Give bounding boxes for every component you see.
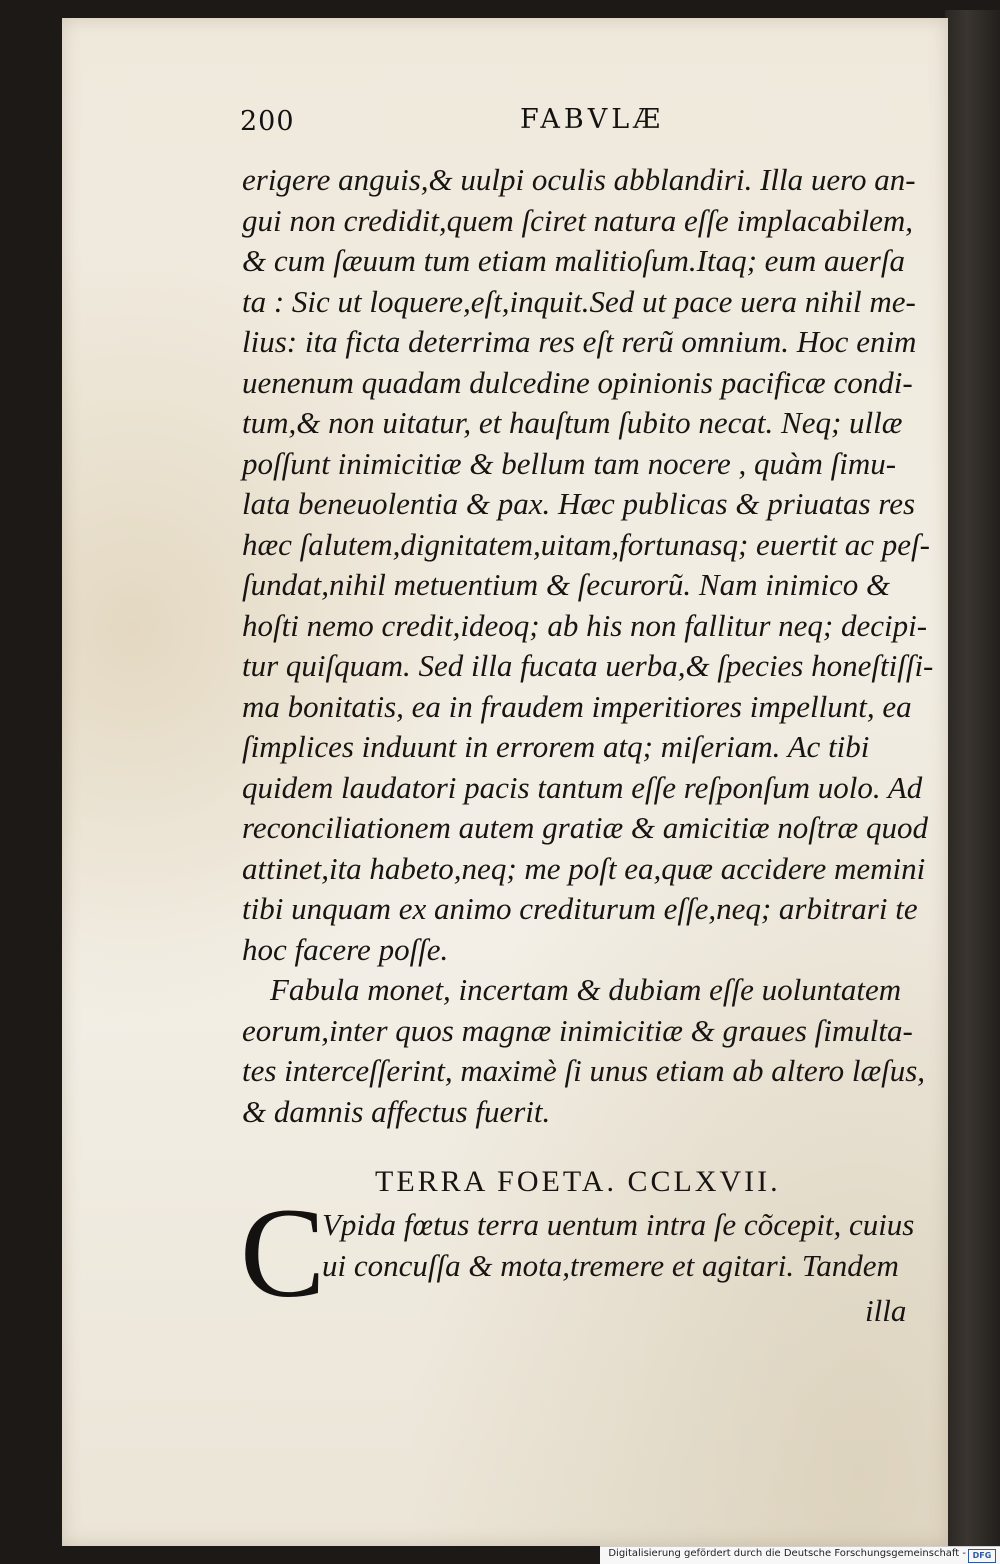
text-line: ſimplices induunt in errorem atq; miſeriam. Ac tibi	[242, 729, 870, 764]
text-line: tur quiſquam. Sed illa fucata uerba,& ſpecies honeſtiſſi-	[242, 648, 934, 683]
text-line: tum,& non uitatur, et hauſtum ſubito necat. Neq; ullæ	[242, 405, 903, 440]
text-line: uenenum quadam dulcedine opinionis pacificæ condi-	[242, 364, 913, 400]
catchword: illa	[865, 1293, 907, 1328]
text-line: hoc facere poſſe.	[242, 931, 449, 967]
funding-footer	[600, 1546, 1000, 1564]
text-line: Vpida fœtus terra uentum intra ſe cõcepit, cuius	[322, 1207, 915, 1242]
text-line: lata beneuolentia & pax. Hæc publicas & priuatas res	[242, 486, 916, 521]
text-line: ui concuſſa & mota,tremere et agitari. Tandem	[322, 1247, 899, 1283]
text-line: quidem laudatori pacis tantum eſſe reſponſum uolo. Ad	[242, 769, 923, 805]
text-line: ta : Sic ut loquere,eſt,inquit.Sed ut pace uera nihil me-	[242, 283, 916, 319]
text-line: & cum ſæuum tum etiam malitioſum.Itaq; eum auerſa	[242, 243, 905, 278]
text-line: lius: ita ficta deterrima res eſt rerũ omnium. Hoc enim	[242, 324, 917, 359]
funding-credit: Digitalisierung gefördert durch die Deutsche Forschungsgemeinschaft -	[608, 1548, 966, 1559]
moral-line: tes interceſſerint, maximè ſi unus etiam ab altero læſus,	[242, 1053, 926, 1088]
text-line: ma bonitatis, ea in fraudem imperitiores impellunt, ea	[242, 688, 912, 724]
text-line: gui non credidit,quem ſciret natura eſſe implacabilem,	[242, 202, 913, 238]
fable-heading: TERRA FOETA. CCLXVII.	[375, 1165, 781, 1198]
text-line: reconciliationem autem gratiæ & amicitiæ noſtræ quod	[242, 810, 928, 845]
fable-opening	[322, 1205, 932, 1286]
running-head	[240, 102, 710, 142]
text-line: erigere anguis,& uulpi oculis abblandiri. Illa uero an-	[242, 162, 916, 197]
moral-line: & damnis affectus fuerit.	[242, 1093, 551, 1129]
moral-line: eorum,inter quos magnæ inimicitiæ & graues ſimulta-	[242, 1012, 913, 1048]
text-line: attinet,ita habeto,neq; me poſt ea,quæ accidere memini	[242, 850, 926, 886]
page-number: 200	[240, 106, 295, 137]
drop-cap: C	[240, 1182, 326, 1324]
text-line: tibi unquam ex animo crediturum eſſe,neq; arbitrari te	[242, 891, 918, 926]
text-line: poſſunt inimicitiæ & bellum tam nocere , quàm ſimu-	[242, 445, 897, 481]
moral-line: Fabula monet, incertam & dubiam eſſe uoluntatem	[270, 972, 902, 1007]
running-title: FABVLÆ	[520, 104, 665, 135]
book-edge	[945, 10, 1000, 1550]
text-line: hæc ſalutem,dignitatem,uitam,fortunasq; euertit ac peſ-	[242, 526, 930, 562]
text-line: hoſti nemo credit,ideoq; ab his non fallitur neq; decipi-	[242, 607, 928, 643]
dfg-logo: DFG	[968, 1549, 996, 1563]
text-line: ſundat,nihil metuentium & ſecurorũ. Nam inimico &	[242, 567, 891, 602]
body-text	[242, 160, 932, 1132]
